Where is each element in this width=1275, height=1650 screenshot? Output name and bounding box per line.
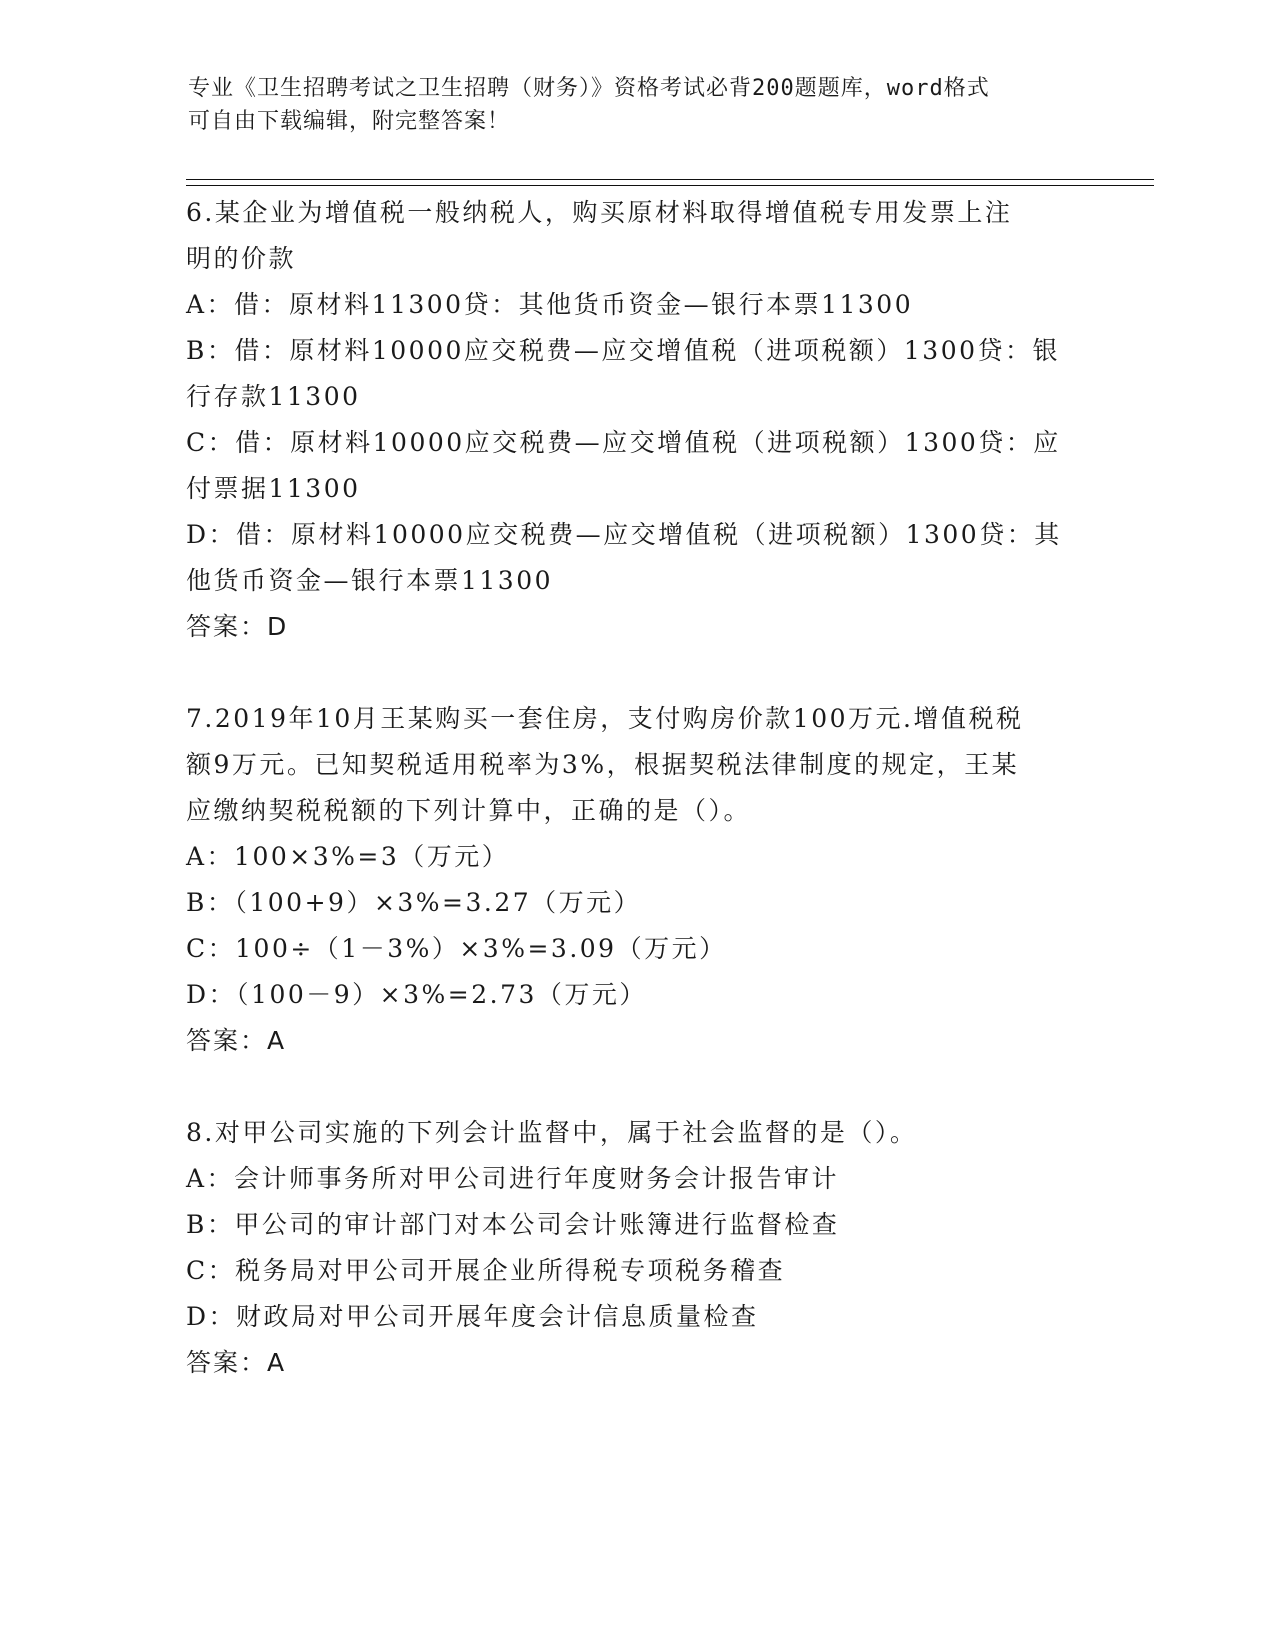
header-divider-top	[186, 179, 1154, 180]
option-d: D：（100－9）×3%=2.73（万元）	[186, 980, 647, 1009]
option-d: 他货币资金—银行本票11300	[186, 566, 554, 595]
header-line-2: 可自由下载编辑，附完整答案！	[188, 109, 511, 134]
option-b: B：（100+9）×3%=3.27（万元）	[186, 888, 642, 917]
question-stem: 8.对甲公司实施的下列会计监督中，属于社会监督的是（）。	[186, 1118, 918, 1147]
question-7	[186, 696, 1086, 1064]
question-8	[186, 1110, 1086, 1386]
question-6	[186, 190, 1086, 650]
option-b: B：甲公司的审计部门对本公司会计账簿进行监督检查	[186, 1210, 840, 1239]
header-divider-bottom	[186, 185, 1154, 186]
option-c: 付票据11300	[186, 474, 361, 503]
answer-label: 答案：A	[186, 1026, 287, 1055]
option-a: A：会计师事务所对甲公司进行年度财务会计报告审计	[186, 1164, 840, 1193]
question-stem: 7.2019年10月王某购买一套住房，支付购房价款100万元.增值税税	[186, 704, 1024, 733]
option-c: C：税务局对甲公司开展企业所得税专项税务稽查	[186, 1256, 786, 1285]
question-stem: 6.某企业为增值税一般纳税人，购买原材料取得增值税专用发票上注	[186, 198, 1013, 227]
question-stem: 应缴纳契税税额的下列计算中，正确的是（）。	[186, 796, 752, 825]
header-line-1: 专业《卫生招聘考试之卫生招聘（财务）》资格考试必背200题题库，word格式	[188, 76, 990, 101]
option-b: B：借：原材料10000应交税费—应交增值税（进项税额）1300贷：银	[186, 336, 1061, 365]
option-b: 行存款11300	[186, 382, 361, 411]
question-stem: 额9万元。已知契税适用税率为3%，根据契税法律制度的规定，王某	[186, 750, 1020, 779]
document-header	[188, 72, 1068, 138]
option-d: D：财政局对甲公司开展年度会计信息质量检查	[186, 1302, 759, 1331]
question-stem: 明的价款	[186, 244, 297, 273]
answer-label: 答案：D	[186, 612, 289, 641]
option-a: A：100×3%=3（万元）	[186, 842, 510, 871]
option-c: C：借：原材料10000应交税费—应交增值税（进项税额）1300贷：应	[186, 428, 1061, 457]
option-a: A：借：原材料11300贷：其他货币资金—银行本票11300	[186, 290, 914, 319]
answer-label: 答案：A	[186, 1348, 287, 1377]
option-d: D：借：原材料10000应交税费—应交增值税（进项税额）1300贷：其	[186, 520, 1062, 549]
question-list	[186, 190, 1086, 1432]
option-c: C：100÷（1－3%）×3%=3.09（万元）	[186, 934, 727, 963]
